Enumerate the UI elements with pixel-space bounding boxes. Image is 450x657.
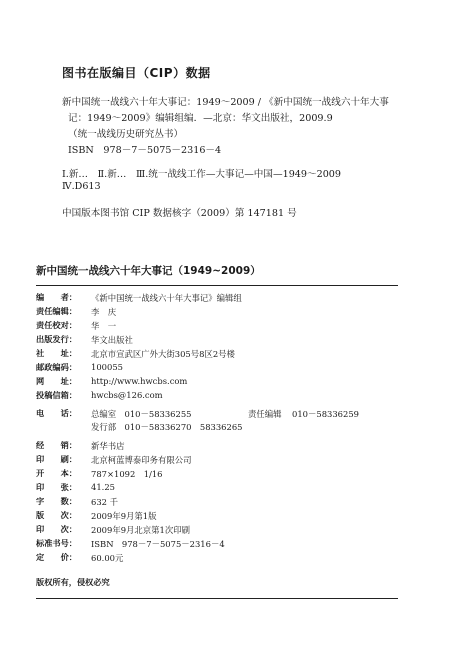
words-label: 字 数： xyxy=(36,496,77,506)
proofreader-label: 责任校对： xyxy=(36,320,77,330)
bottom-divider xyxy=(36,598,398,599)
cip-series: （统一战线历史研究丛书） xyxy=(68,129,184,140)
editor-label: 责任编辑： xyxy=(36,306,77,316)
sheets-label: 印 张： xyxy=(36,482,77,492)
cip-entry-line-2: 记：1949～2009》编辑组编．—北京：华文出版社，2009.9 xyxy=(68,113,333,124)
format-label: 开 本： xyxy=(36,468,77,478)
isbn-label: 标准书号： xyxy=(36,538,77,548)
postcode-value: 100055 xyxy=(91,362,123,372)
distributor-label: 经 销： xyxy=(36,440,77,450)
phone-label: 电 话： xyxy=(36,408,77,418)
address-value: 北京市宣武区广外大街305号8区2号楼 xyxy=(91,349,235,359)
author-label: 编 者： xyxy=(36,292,77,302)
price-label: 定 价： xyxy=(36,552,77,562)
proofreader-value: 华 一 xyxy=(91,321,117,331)
title-divider xyxy=(36,285,398,286)
website-label: 网 址： xyxy=(36,376,77,386)
edition-label: 版 次： xyxy=(36,510,77,520)
printer-label: 印 刷： xyxy=(36,454,77,464)
phone-distribution: 发行部 010－58336270 58336265 xyxy=(91,422,243,432)
cip-classification: Ⅰ.新… Ⅱ.新… Ⅲ.统一战线工作—大事记—中国—1949～2009 xyxy=(62,169,342,180)
phone-editor-number: 010－58336259 xyxy=(292,409,359,419)
editor-value: 李 庆 xyxy=(91,307,117,317)
cip-clc-number: Ⅳ.D613 xyxy=(62,181,101,192)
email-value: hwcbs@126.com xyxy=(91,390,163,400)
phone-editor-label: 责任编辑 xyxy=(248,409,282,419)
publisher-label: 出版发行： xyxy=(36,334,77,344)
sheets-value: 41.25 xyxy=(91,482,115,492)
format-value: 787×1092 1/16 xyxy=(91,469,163,479)
postcode-label: 邮政编码： xyxy=(36,362,77,372)
email-label: 投稿信箱： xyxy=(36,390,77,400)
website-value: http://www.hwcbs.com xyxy=(91,376,188,386)
edition-value: 2009年9月第1版 xyxy=(91,511,157,521)
cip-heading: 图书在版编目（CIP）数据 xyxy=(62,66,211,80)
printing-label: 印 次： xyxy=(36,524,77,534)
price-value: 60.00元 xyxy=(91,553,124,563)
address-label: 社 址： xyxy=(36,348,77,358)
cip-record-number: 中国版本图书馆 CIP 数据核字（2009）第 147181 号 xyxy=(62,208,297,219)
isbn-value: ISBN 978－7－5075－2316－4 xyxy=(91,539,225,549)
cip-isbn: ISBN 978－7－5075－2316－4 xyxy=(68,145,222,156)
author-value: 《新中国统一战线六十年大事记》编辑组 xyxy=(91,293,242,303)
book-title: 新中国统一战线六十年大事记（1949~2009） xyxy=(36,265,261,277)
phone-office: 总编室 010－58336255 xyxy=(91,409,192,419)
distributor-value: 新华书店 xyxy=(91,441,125,451)
printing-value: 2009年9月北京第1次印刷 xyxy=(91,525,190,535)
cip-entry-line-1: 新中国统一战线六十年大事记：1949～2009 / 《新中国统一战线六十年大事 xyxy=(62,97,389,108)
printer-value: 北京柯蓝博泰印务有限公司 xyxy=(91,455,192,465)
words-value: 632 千 xyxy=(91,497,119,507)
publisher-value: 华文出版社 xyxy=(91,335,133,345)
copyright-notice: 版权所有，侵权必究 xyxy=(36,577,110,587)
